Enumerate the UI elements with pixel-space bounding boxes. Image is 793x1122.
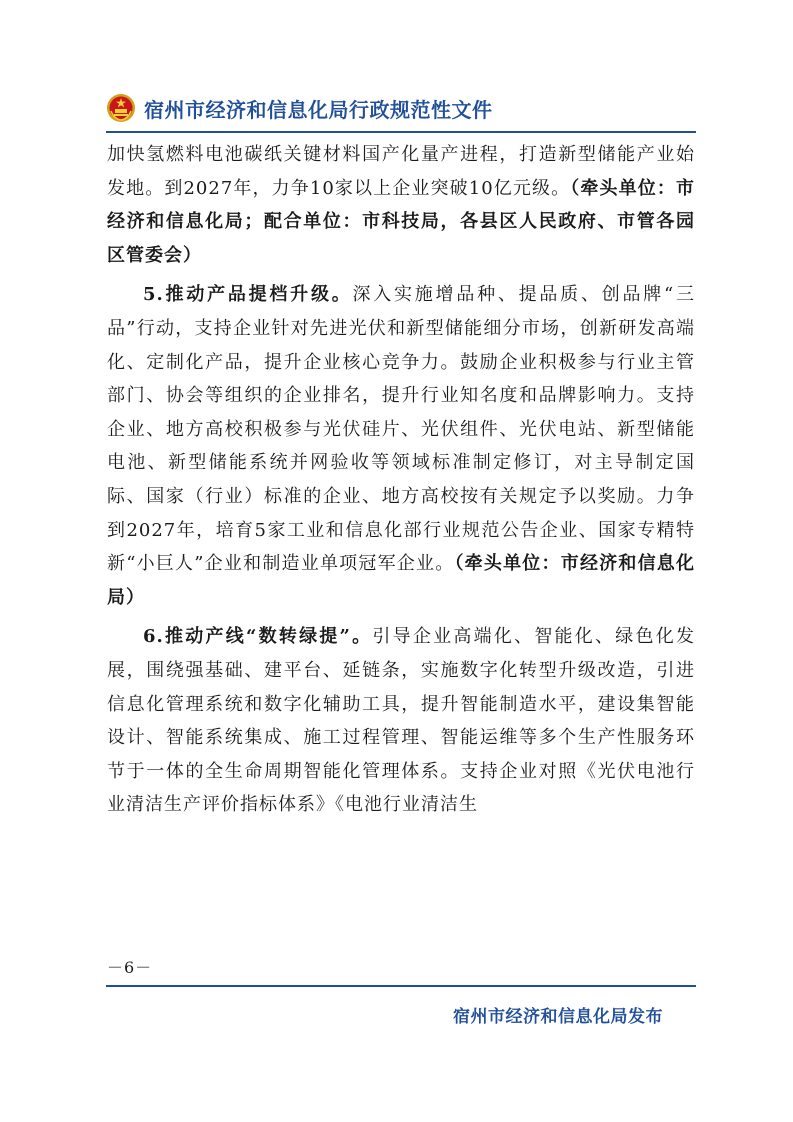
paragraph xyxy=(107,138,695,272)
footer-divider xyxy=(106,985,696,987)
paragraph-text: 深入实施增品种、提品质、创品牌“三品”行动，支持企业针对先进光伏和新型储能细分市场，创新研发高端化、定制化产品，提升企业核心竞争力。鼓励企业积极参与行业主管部门、协会等组织的企业排名，提升行业知名度和品牌影响力。支持企业、地方高校积极参与光伏硅片、光伏组件、光伏电站、新型储能电池、新型储能系统并网验收等领域标准制定修订，对主导制定国际、国家（行业）标准的企业、地方高校按有关规定予以奖励。力争到2027年，培育5家工业和信息化部行业规范公告企业、国家专精特新“小巨人”企业和制造业单项冠军企业。 xyxy=(107,284,695,575)
footer-publisher: 宿州市经济和信息化局发布 xyxy=(453,1007,663,1027)
responsible-unit-note: （牵头单位：市经济和信息化局） xyxy=(107,553,696,608)
header-title: 宿州市经济和信息化局行政规范性文件 xyxy=(144,97,493,122)
paragraph xyxy=(107,278,695,614)
section-heading: 6.推动产线“数转绿提”。 xyxy=(143,626,373,648)
paragraph-text: 引导企业高端化、智能化、绿色化发展，围绕强基础、建平台、延链条，实施数字化转型升级改造，引进信息化管理系统和数字化辅助工具，提升智能制造水平，建设集智能设计、智能系统集成、施工过程管理、智能运维等多个生产性服务环节于一体的全生命周期智能化管理体系。支持企业对照《光伏电池行业清洁生产评价指标体系》《电池行业清洁生 xyxy=(107,626,696,816)
section-heading: 5.推动产品提档升级。 xyxy=(143,284,353,306)
national-emblem-icon xyxy=(106,93,136,123)
header-divider xyxy=(106,131,696,133)
paragraph xyxy=(107,620,695,822)
document-header xyxy=(106,90,493,126)
page-number: －6－ xyxy=(107,958,153,977)
paragraph-text: 加快氢燃料电池碳纸关键材料国产化量产进程，打造新型储能产业始发地。到2027年，力争10家以上企业突破10亿元级。 xyxy=(107,144,695,199)
responsible-unit-note: （牵头单位：市经济和信息化局；配合单位：市科技局，各县区人民政府、市管各园区管委会） xyxy=(107,177,696,266)
document-body xyxy=(107,138,695,822)
